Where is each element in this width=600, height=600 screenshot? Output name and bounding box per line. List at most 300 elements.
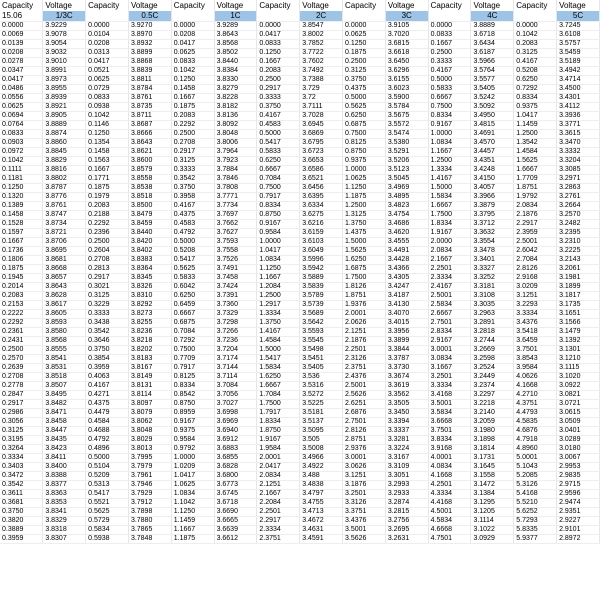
data-cell[interactable]: 0.6667 [428,94,471,103]
data-cell[interactable]: 0.0694 [0,112,43,121]
data-cell[interactable]: 1.9167 [257,436,300,445]
data-cell[interactable]: 3.7388 [300,76,343,85]
data-cell[interactable]: 0.3125 [343,67,386,76]
data-cell[interactable]: 3.4823 [385,202,428,211]
data-cell[interactable]: 0.3195 [0,436,43,445]
data-cell[interactable]: 3.8839 [128,67,171,76]
data-cell[interactable]: 3.6395 [300,193,343,202]
data-cell[interactable]: 4.0626 [514,373,557,382]
data-cell[interactable]: 3.8538 [128,184,171,193]
data-cell[interactable]: 0.1597 [0,229,43,238]
data-cell[interactable]: 0.5625 [171,265,214,274]
data-cell[interactable]: 2.5834 [428,301,471,310]
data-cell[interactable]: 1.1459 [514,121,557,130]
data-cell[interactable]: 3.7028 [300,112,343,121]
data-cell[interactable]: 4.6876 [514,427,557,436]
data-cell[interactable]: 3.1645 [471,463,514,472]
data-cell[interactable]: 0.0556 [0,94,43,103]
data-cell[interactable]: 3.1981 [557,274,600,283]
data-cell[interactable]: 0.3646 [86,337,129,346]
data-cell[interactable]: 0.1320 [0,193,43,202]
data-cell[interactable]: 2.3334 [428,274,471,283]
data-cell[interactable]: 3.7084 [214,382,257,391]
data-cell[interactable]: 0.4583 [257,121,300,130]
data-cell[interactable]: 3.7880 [128,517,171,526]
data-cell[interactable]: 3.9032 [43,49,86,58]
data-cell[interactable]: 2.6876 [343,409,386,418]
data-cell[interactable]: 2.9953 [557,463,600,472]
data-cell[interactable]: 3.7298 [214,319,257,328]
data-cell[interactable]: 2.2501 [428,265,471,274]
data-cell[interactable]: 3.4301 [557,94,600,103]
data-cell[interactable]: 0.2778 [0,382,43,391]
data-cell[interactable]: 3.1898 [471,436,514,445]
data-cell[interactable]: 3.8447 [43,427,86,436]
data-cell[interactable]: 3.8734 [43,220,86,229]
data-cell[interactable]: 0.2083 [86,202,129,211]
data-cell[interactable]: 5.1043 [514,463,557,472]
data-cell[interactable]: 0.0000 [343,22,386,31]
data-cell[interactable]: 3.0834 [428,355,471,364]
data-cell[interactable]: 2.5001 [343,382,386,391]
data-cell[interactable]: 3.3204 [557,157,600,166]
data-cell[interactable]: 3.1731 [471,454,514,463]
data-cell[interactable]: 0.2361 [0,328,43,337]
data-cell[interactable]: 3.729 [300,85,343,94]
data-cell[interactable]: 3.5675 [385,112,428,121]
data-cell[interactable]: 1.7084 [257,391,300,400]
data-cell[interactable]: 1.4375 [343,229,386,238]
data-cell[interactable]: 1.3750 [257,319,300,328]
data-cell[interactable]: 3.3337 [385,427,428,436]
data-cell[interactable]: 3.5757 [557,40,600,49]
data-cell[interactable]: 3.2501 [428,373,471,382]
data-cell[interactable]: 1.1250 [343,184,386,193]
data-cell[interactable]: 3.3730 [385,364,428,373]
data-cell[interactable]: 0.8125 [343,139,386,148]
data-cell[interactable]: 3.2140 [471,409,514,418]
header-voltage-cell[interactable]: Voltage [557,0,600,11]
data-cell[interactable]: 3.2818 [471,328,514,337]
data-cell[interactable]: 0.3229 [86,301,129,310]
data-cell[interactable]: 3.4247 [385,283,428,292]
data-cell[interactable]: 0.2917 [86,274,129,283]
data-cell[interactable]: 3.9270 [128,22,171,31]
data-cell[interactable]: 4.5835 [514,418,557,427]
data-cell[interactable]: 2.9596 [557,490,600,499]
data-cell[interactable]: 2.3126 [343,355,386,364]
data-cell[interactable]: 3.7491 [214,265,257,274]
data-cell[interactable]: 2.9167 [428,337,471,346]
data-cell[interactable]: 3.2744 [471,337,514,346]
header-capacity-cell[interactable]: Capacity [257,0,300,11]
data-cell[interactable]: 3.4797 [300,490,343,499]
data-cell[interactable]: 1.7500 [257,400,300,409]
data-cell[interactable]: 2.8972 [557,535,600,544]
data-cell[interactable]: 3.2059 [471,418,514,427]
data-cell[interactable]: 2.2084 [257,499,300,508]
data-cell[interactable]: 3.8423 [43,445,86,454]
data-cell[interactable]: 0.1458 [0,211,43,220]
rate-blank-cell[interactable] [514,11,557,22]
data-cell[interactable]: 3.8802 [43,175,86,184]
data-cell[interactable]: 0.5209 [86,472,129,481]
data-cell[interactable]: 3.3252 [471,274,514,283]
data-cell[interactable]: 3.5095 [300,427,343,436]
data-cell[interactable]: 0.0486 [0,85,43,94]
data-cell[interactable]: 3.3401 [471,256,514,265]
data-cell[interactable]: 3.8776 [43,193,86,202]
data-cell[interactable]: 3.8013 [128,445,171,454]
data-cell[interactable]: 1.5000 [257,346,300,355]
data-cell[interactable]: 1.0000 [428,130,471,139]
data-cell[interactable]: 3.8657 [43,274,86,283]
data-cell[interactable]: 3.2310 [557,238,600,247]
data-cell[interactable]: 0.1042 [514,31,557,40]
data-cell[interactable]: 3.8668 [43,265,86,274]
data-cell[interactable]: 3.7961 [128,472,171,481]
data-cell[interactable]: 2.9835 [557,472,600,481]
data-cell[interactable]: 5.4168 [514,490,557,499]
data-cell[interactable]: 0.4583 [171,220,214,229]
data-cell[interactable]: 3.8236 [128,328,171,337]
data-cell[interactable]: 0.0972 [0,148,43,157]
data-cell[interactable]: 3.8547 [300,22,343,31]
data-cell[interactable]: 3.6612 [214,535,257,544]
data-cell[interactable]: 0.6250 [514,76,557,85]
data-cell[interactable]: 3.6869 [300,130,343,139]
data-cell[interactable]: 3.72 [300,94,343,103]
data-cell[interactable]: 3.8568 [214,40,257,49]
header-capacity-cell[interactable]: Capacity [86,0,129,11]
data-cell[interactable]: 0.9584 [257,229,300,238]
data-cell[interactable]: 3.5451 [300,355,343,364]
data-cell[interactable]: 0.1528 [0,220,43,229]
data-cell[interactable]: 3.7912 [128,499,171,508]
data-cell[interactable]: 3.8502 [214,49,257,58]
data-cell[interactable]: 3.3844 [385,346,428,355]
data-cell[interactable]: 3.6718 [214,499,257,508]
data-cell[interactable]: 3.5789 [300,292,343,301]
data-cell[interactable]: 3.7020 [385,31,428,40]
data-cell[interactable]: 2.9351 [557,508,600,517]
data-cell[interactable]: 1.7500 [428,211,471,220]
data-cell[interactable]: 0.0938 [86,103,129,112]
data-cell[interactable]: 3.8543 [514,355,557,364]
data-cell[interactable]: 3.8136 [214,112,257,121]
data-cell[interactable]: 0.2014 [0,283,43,292]
data-cell[interactable]: 0.0000 [86,22,129,31]
header-capacity-cell[interactable]: Capacity [428,0,471,11]
data-cell[interactable]: 3.6334 [300,202,343,211]
data-cell[interactable]: 3.4130 [385,301,428,310]
data-cell[interactable]: 3.2395 [557,229,600,238]
data-cell[interactable]: 0.6875 [171,319,214,328]
data-cell[interactable]: 3.1020 [557,373,600,382]
data-cell[interactable]: 3.8495 [43,391,86,400]
data-cell[interactable]: 3.8932 [128,40,171,49]
data-cell[interactable]: 0.2500 [343,58,386,67]
data-cell[interactable]: 3.5291 [385,148,428,157]
data-cell[interactable]: 1.0209 [171,463,214,472]
data-cell[interactable]: 3.6108 [557,31,600,40]
data-cell[interactable]: 3.5942 [300,265,343,274]
data-cell[interactable]: 3.8411 [43,454,86,463]
data-cell[interactable]: 0.1250 [171,76,214,85]
data-cell[interactable]: 0.2188 [86,211,129,220]
data-cell[interactable]: 0.2222 [0,310,43,319]
data-cell[interactable]: 1.7917 [257,409,300,418]
data-cell[interactable]: 3.0929 [471,535,514,544]
data-cell[interactable]: 0.4167 [428,67,471,76]
data-cell[interactable]: 3.8518 [128,193,171,202]
data-cell[interactable]: 3.0001 [343,454,386,463]
data-cell[interactable]: 3.5474 [385,130,428,139]
data-cell[interactable]: 3.8218 [128,337,171,346]
data-cell[interactable]: 1.9584 [257,445,300,454]
data-cell[interactable]: 3.8459 [128,220,171,229]
data-cell[interactable]: 0.3681 [0,499,43,508]
data-cell[interactable]: 3.7722 [300,49,343,58]
data-cell[interactable]: 0.3542 [0,481,43,490]
data-cell[interactable]: 0.2708 [171,139,214,148]
data-cell[interactable]: 2.8126 [343,427,386,436]
data-cell[interactable]: 3.6828 [214,463,257,472]
data-cell[interactable]: 0.2917 [171,148,214,157]
data-cell[interactable]: 0.4167 [514,58,557,67]
data-cell[interactable]: 4.3334 [428,490,471,499]
data-cell[interactable]: 2.7084 [514,256,557,265]
data-cell[interactable]: 4.5834 [428,517,471,526]
data-cell[interactable]: 0.5625 [343,103,386,112]
data-cell[interactable]: 3.7111 [300,103,343,112]
data-cell[interactable]: 3.3126 [343,499,386,508]
data-cell[interactable]: 3.5545 [300,337,343,346]
data-cell[interactable]: 1.0834 [257,256,300,265]
data-cell[interactable]: 2.1876 [343,337,386,346]
data-cell[interactable]: 0.3125 [514,49,557,58]
data-cell[interactable]: 0.1875 [343,49,386,58]
data-cell[interactable]: 3.8062 [128,418,171,427]
data-cell[interactable]: 5.8335 [514,526,557,535]
data-cell[interactable]: 0.3750 [343,76,386,85]
data-cell[interactable]: 1.2500 [514,130,557,139]
data-cell[interactable]: 0.0104 [86,31,129,40]
data-cell[interactable]: 0.1667 [428,40,471,49]
data-cell[interactable]: 3.5418 [514,328,557,337]
data-cell[interactable]: 3.3327 [471,265,514,274]
data-cell[interactable]: 0.2500 [0,346,43,355]
data-cell[interactable]: 3.6159 [300,229,343,238]
data-cell[interactable]: 0.0833 [171,58,214,67]
data-cell[interactable]: 3.8531 [43,364,86,373]
data-cell[interactable]: 1.0625 [171,481,214,490]
data-cell[interactable]: 3.4491 [385,247,428,256]
data-cell[interactable]: 3.5626 [343,535,386,544]
data-cell[interactable]: 3.5642 [300,319,343,328]
data-cell[interactable]: 1.6667 [428,202,471,211]
data-cell[interactable]: 3.6586 [300,166,343,175]
data-cell[interactable]: 2.9376 [343,445,386,454]
data-cell[interactable]: 3.6216 [300,220,343,229]
data-cell[interactable]: 1.5000 [428,184,471,193]
data-cell[interactable]: 0.1667 [0,238,43,247]
data-cell[interactable]: 3.8329 [43,517,86,526]
data-cell[interactable]: 0.2813 [86,265,129,274]
data-cell[interactable]: 0.1875 [0,265,43,274]
data-cell[interactable]: 0.0000 [257,22,300,31]
data-cell[interactable]: 0.7084 [171,328,214,337]
data-cell[interactable]: 3.4631 [300,526,343,535]
data-cell[interactable]: 3.1472 [471,481,514,490]
data-cell[interactable]: 3.5900 [385,94,428,103]
data-cell[interactable]: 3.8079 [128,409,171,418]
data-cell[interactable]: 1.2500 [257,292,300,301]
rate-blank-cell[interactable]: 15.06 [0,11,43,22]
data-cell[interactable]: 3.4686 [385,220,428,229]
data-cell[interactable]: 1.2500 [428,157,471,166]
data-cell[interactable]: 3.5206 [385,157,428,166]
data-cell[interactable]: 3.6998 [214,409,257,418]
data-cell[interactable]: 1.9792 [514,193,557,202]
data-cell[interactable]: 0.0417 [257,31,300,40]
data-cell[interactable]: 3.7946 [128,481,171,490]
data-cell[interactable]: 3.5137 [300,418,343,427]
data-cell[interactable]: 3.8593 [43,319,86,328]
data-cell[interactable]: 0.1667 [171,94,214,103]
data-cell[interactable]: 3.4015 [385,319,428,328]
data-cell[interactable]: 3.8617 [43,301,86,310]
data-cell[interactable]: 3.8482 [43,400,86,409]
data-cell[interactable]: 3.4591 [300,535,343,544]
data-cell[interactable]: 1.7500 [343,274,386,283]
data-cell[interactable]: 0.0625 [171,49,214,58]
data-cell[interactable]: 3.5181 [300,409,343,418]
data-cell[interactable]: 3.2891 [471,319,514,328]
data-cell[interactable]: 3.7846 [214,175,257,184]
data-cell[interactable]: 1.1042 [171,499,214,508]
data-cell[interactable]: 3.7898 [128,508,171,517]
data-cell[interactable]: 3.9054 [43,40,86,49]
data-cell[interactable]: 2.2501 [343,346,386,355]
data-cell[interactable]: 5.3126 [514,481,557,490]
data-cell[interactable]: 3.3470 [557,139,600,148]
data-cell[interactable]: 3.0001 [428,346,471,355]
data-cell[interactable]: 0.3958 [171,193,214,202]
data-cell[interactable]: 0.3333 [257,94,300,103]
data-cell[interactable]: 3.6618 [385,49,428,58]
data-cell[interactable]: 3.7865 [128,526,171,535]
data-cell[interactable]: 2.0834 [257,472,300,481]
data-cell[interactable]: 0.4167 [171,202,214,211]
data-cell[interactable]: 3.8310 [128,292,171,301]
data-cell[interactable]: 3.0401 [557,427,600,436]
data-cell[interactable]: 3.7697 [214,211,257,220]
data-cell[interactable]: 0.0833 [86,94,129,103]
data-cell[interactable]: 3.2598 [471,355,514,364]
data-cell[interactable]: 3.2631 [385,535,428,544]
data-cell[interactable]: 3.5001 [343,526,386,535]
data-cell[interactable]: 3.5123 [385,166,428,175]
data-cell[interactable]: 3.7424 [214,283,257,292]
data-cell[interactable]: 2.3751 [343,364,386,373]
data-cell[interactable]: 3.8182 [214,103,257,112]
data-cell[interactable]: 3.6521 [300,175,343,184]
data-cell[interactable]: 0.9167 [428,121,471,130]
data-cell[interactable]: 0.1945 [0,274,43,283]
data-cell[interactable]: 3.5577 [471,76,514,85]
data-cell[interactable]: 0.4375 [171,211,214,220]
data-cell[interactable]: 2.1251 [257,481,300,490]
data-cell[interactable]: 3.8048 [128,427,171,436]
data-cell[interactable]: 3.8889 [43,121,86,130]
data-cell[interactable]: 2.4167 [428,283,471,292]
data-cell[interactable]: 2.9168 [514,274,557,283]
data-cell[interactable]: 3.3787 [385,355,428,364]
data-cell[interactable]: 3.2297 [471,391,514,400]
data-cell[interactable]: 3.8518 [43,373,86,382]
data-cell[interactable]: 3.9078 [43,31,86,40]
header-capacity-cell[interactable]: Capacity [514,0,557,11]
data-cell[interactable]: 3.3554 [471,238,514,247]
data-cell[interactable]: 3.6665 [214,517,257,526]
data-cell[interactable]: 3.8621 [128,148,171,157]
data-cell[interactable]: 0.0521 [86,67,129,76]
data-cell[interactable]: 2.0417 [257,463,300,472]
data-cell[interactable]: 3.8330 [214,76,257,85]
data-cell[interactable]: 3.8029 [128,436,171,445]
data-cell[interactable]: 3.2761 [557,193,600,202]
data-cell[interactable]: 1.8750 [257,427,300,436]
data-cell[interactable]: 3.2482 [557,220,600,229]
data-cell[interactable]: 0.7917 [171,364,214,373]
data-cell[interactable]: 3.8255 [128,319,171,328]
data-cell[interactable]: 3.2993 [385,481,428,490]
data-cell[interactable]: 1.8334 [257,418,300,427]
data-cell[interactable]: 0.0000 [428,22,471,31]
data-cell[interactable]: 3.7808 [214,184,257,193]
data-cell[interactable]: 3.505 [300,436,343,445]
data-cell[interactable]: 3.3394 [385,418,428,427]
data-cell[interactable]: 3.5189 [557,58,600,67]
data-cell[interactable]: 0.4896 [86,445,129,454]
data-cell[interactable]: 3.5225 [300,400,343,409]
data-cell[interactable]: 3.5008 [300,445,343,454]
data-cell[interactable]: 3.8400 [43,463,86,472]
data-cell[interactable]: 0.0833 [257,40,300,49]
data-cell[interactable]: 3.4168 [428,391,471,400]
data-cell[interactable]: 0.5833 [428,85,471,94]
data-cell[interactable]: 3.7964 [214,148,257,157]
data-cell[interactable]: 0.9584 [171,436,214,445]
data-cell[interactable]: 0.4375 [343,85,386,94]
data-cell[interactable]: 1.8751 [343,292,386,301]
data-cell[interactable]: 3.2669 [471,346,514,355]
data-cell[interactable]: 3.488 [300,472,343,481]
data-cell[interactable]: 3.8580 [43,328,86,337]
data-cell[interactable]: 3.9289 [214,22,257,31]
data-cell[interactable]: 3.5242 [471,94,514,103]
data-cell[interactable]: 1.8334 [428,220,471,229]
data-cell[interactable]: 0.5208 [171,247,214,256]
data-cell[interactable]: 3.8681 [43,256,86,265]
data-cell[interactable]: 1.0000 [171,454,214,463]
data-cell[interactable]: 3.4672 [300,517,343,526]
data-cell[interactable]: 3.8747 [43,211,86,220]
data-cell[interactable]: 0.6250 [171,292,214,301]
data-cell[interactable]: 3.5045 [385,175,428,184]
data-cell[interactable]: 3.8735 [128,103,171,112]
